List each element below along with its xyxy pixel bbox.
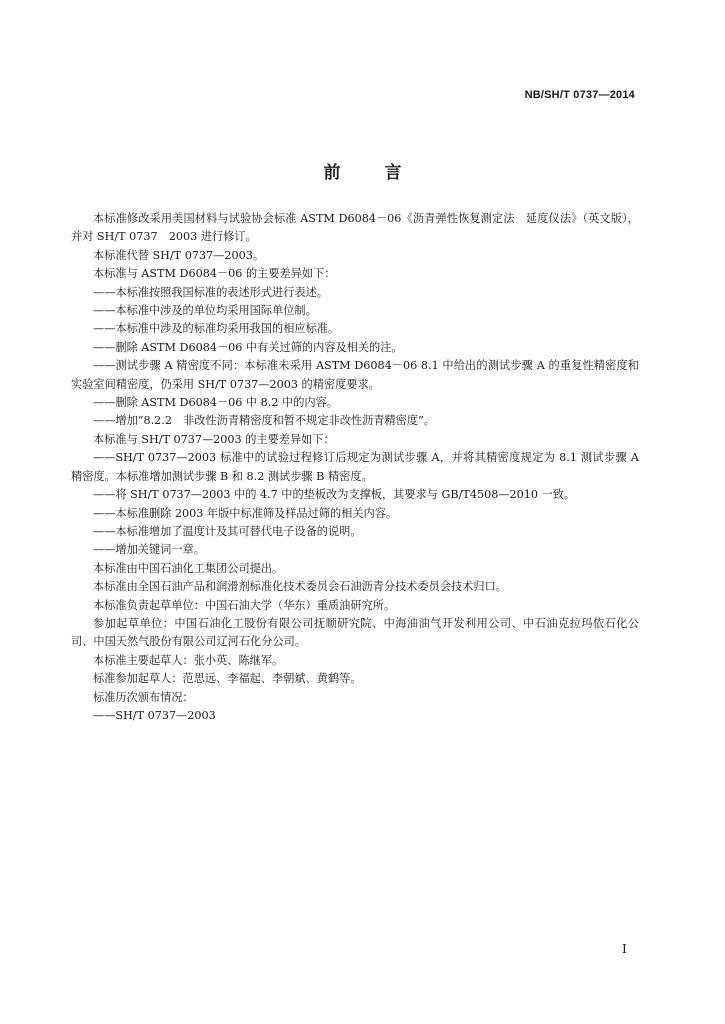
- paragraph: ——增加关键词一章。: [93, 543, 205, 557]
- paragraph: ——SH/T 0737—2003: [93, 708, 216, 722]
- page-title: 前言: [323, 163, 446, 183]
- paragraph: ——本标准按照我国标准的表述形式进行表述。: [93, 285, 328, 299]
- paragraph: ——删除 ASTM D6084－06 中 8.2 中的内容。: [93, 396, 338, 410]
- paragraph: 参加起草单位：中国石油化工股份有限公司抚顺研究院、中海油油气开发利用公司、中石油克拉玛依石化公司、中国天然气股份有限公司辽河石化分公司。: [71, 616, 639, 649]
- paragraph: 本标准负责起草单位：中国石油大学（华东）重质油研究所。: [93, 598, 396, 612]
- paragraph: 本标准代替 SH/T 0737—2003。: [93, 248, 265, 262]
- paragraph: ——测试步骤 A 精密度不同：本标准未采用 ASTM D6084－06 8.1 中给出的测试步骤 A 的重复性精密度和实验室间精密度，仍采用 SH/T 0737—2003 的精密度要求。: [71, 359, 639, 391]
- paragraph: 标准参加起草人：范思远、李福起、李朝斌、黄鹤等。: [93, 672, 362, 686]
- paragraph: 本标准由全国石油产品和润滑剂标准化技术委员会石油沥青分技术委员会技术归口。: [93, 580, 507, 594]
- standard-code: NB/SH/T 0737—2014: [524, 89, 635, 101]
- paragraph: 本标准由中国石油化工集团公司提出。: [93, 561, 284, 575]
- paragraph: ——增加“8.2.2 非改性沥青精密度和暂不规定非改性沥青精密度”。: [93, 414, 435, 428]
- paragraph: ——本标准增加了温度计及其可替代电子设备的说明。: [93, 524, 362, 538]
- paragraph: ——删除 ASTM D6084－06 中有关过筛的内容及相关的注。: [93, 340, 403, 354]
- paragraph: ——将 SH/T 0737—2003 中的 4.7 中的垫板改为支撑板，其要求与 GB/T4508—2010 一致。: [93, 488, 576, 502]
- paragraph: ——SH/T 0737—2003 标准中的试验过程修订后规定为测试步骤 A，并将其精密度规定为 8.1 测试步骤 A 精密度。本标准增加测试步骤 B 和 8.2 测试步骤 B 精密度。: [71, 451, 639, 483]
- page-number: I: [622, 942, 627, 956]
- paragraph: ——本标准中涉及的标准均采用我国的相应标准。: [93, 322, 340, 336]
- paragraph: 本标准主要起草人：张小英、陈继军。: [93, 653, 284, 667]
- paragraph: 本标准修改采用美国材料与试验协会标准 ASTM D6084－06《沥青弹性恢复测定法 延度仪法》（英文版），并对 SH/T 0737 2003 进行修订。: [71, 212, 639, 244]
- paragraph: ——本标准中涉及的单位均采用国际单位制。: [93, 304, 317, 318]
- paragraph: 本标准与 ASTM D6084－06 的主要差异如下：: [93, 267, 336, 281]
- paragraph: ——本标准删除 2003 年版中标准筛及样品过筛的相关内容。: [93, 506, 398, 520]
- foreword-body: [71, 210, 639, 725]
- paragraph: 本标准与 SH/T 0737—2003 的主要差异如下：: [93, 432, 335, 446]
- paragraph: 标准历次颁布情况：: [93, 690, 194, 704]
